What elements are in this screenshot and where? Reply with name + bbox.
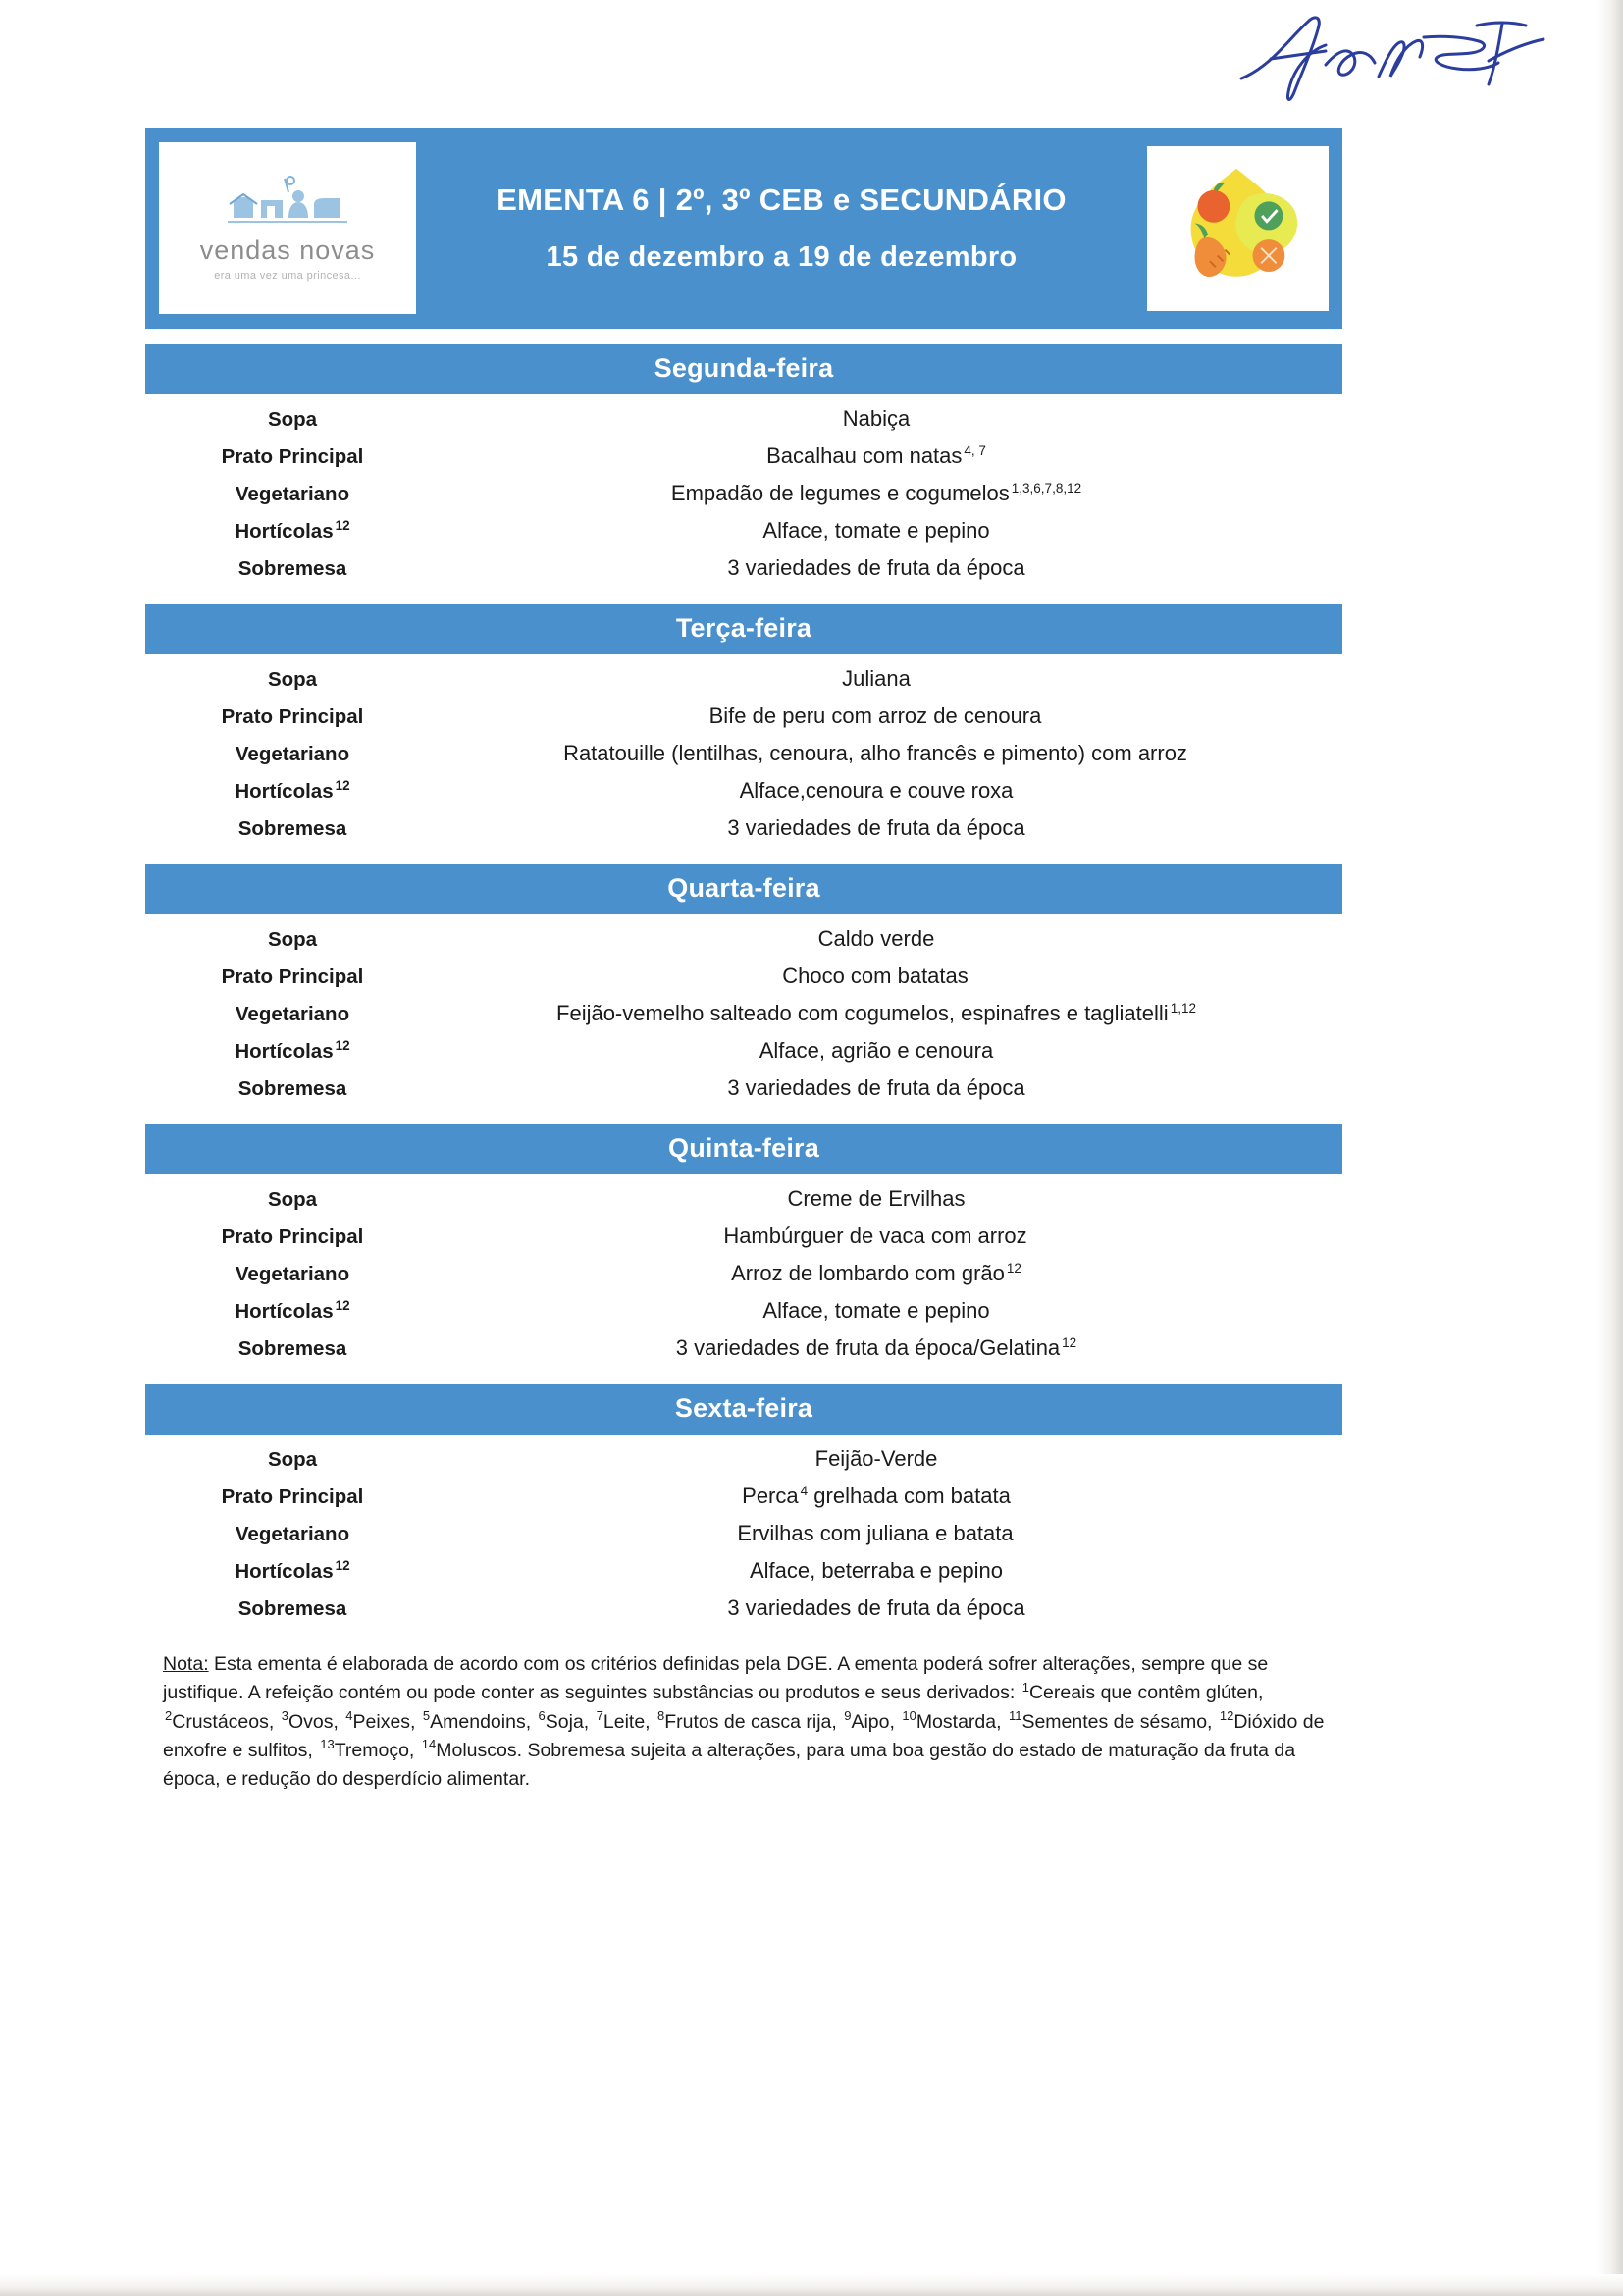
row-label-sopa: Sopa	[267, 668, 318, 691]
allergen-number: 2	[165, 1708, 173, 1723]
day-rows	[145, 1174, 1342, 1369]
row-value-horticolas: Alface, tomate e pepino	[762, 518, 990, 543]
menu-sheet	[145, 128, 1342, 1794]
allergen-name: Crustáceos,	[172, 1710, 280, 1733]
row-label-prato: Prato Principal	[221, 705, 364, 728]
allergen-number: 9	[844, 1708, 852, 1723]
row-label-vegetariano: Vegetariano	[235, 743, 350, 765]
row-label-vegetariano: Vegetariano	[235, 483, 350, 505]
row-label-vegetariano: Vegetariano	[235, 1523, 350, 1545]
table-row	[145, 772, 1342, 809]
day-rows	[145, 654, 1342, 849]
row-value-sobremesa: 3 variedades de fruta da época	[727, 815, 1025, 840]
row-value-prato: Bacalhau com natas $^{4, 7}$	[766, 443, 986, 468]
allergen-number: 7	[596, 1708, 603, 1723]
allergen-name: Cereais que contêm glúten,	[1028, 1682, 1264, 1704]
row-label-sobremesa: Sobremesa	[237, 557, 347, 580]
row-label-horticolas: Hortícolas $^{12}$	[235, 1298, 350, 1323]
table-row	[145, 995, 1342, 1032]
table-row	[145, 549, 1342, 587]
allergen-name: Frutos de casca rija,	[664, 1710, 843, 1733]
row-value-horticolas: Alface, beterraba e pepino	[749, 1558, 1004, 1583]
note-text-2: Sobremesa sujeita a alterações, para uma boa gestão do estado de maturação da fruta da época, e redução do desperdício alimentar.	[163, 1739, 1296, 1790]
table-row	[145, 660, 1342, 698]
page-edge-bottom	[0, 2274, 1623, 2296]
day-title: Quarta-feira	[145, 864, 1342, 914]
allergen-number: 4	[345, 1708, 353, 1723]
allergen-number: 14	[421, 1737, 437, 1752]
table-row	[145, 1552, 1342, 1590]
day-block	[145, 864, 1342, 1109]
row-label-sopa: Sopa	[267, 408, 318, 431]
row-label-sopa: Sopa	[267, 1188, 318, 1211]
row-label-sopa: Sopa	[267, 928, 318, 951]
allergen-name: Soja,	[545, 1710, 595, 1733]
day-title: Quinta-feira	[145, 1124, 1342, 1174]
allergen-name: Aipo,	[851, 1710, 901, 1733]
row-value-sopa: Caldo verde	[817, 926, 935, 951]
day-title: Segunda-feira	[145, 344, 1342, 394]
table-row	[145, 1218, 1342, 1255]
allergen-name: Amendoins,	[430, 1710, 537, 1733]
row-label-prato: Prato Principal	[221, 445, 364, 468]
day-block	[145, 1124, 1342, 1369]
allergen-number: 10	[902, 1708, 916, 1723]
table-row	[145, 1330, 1342, 1367]
table-row	[145, 735, 1342, 772]
allergen-name: Peixes,	[352, 1710, 421, 1733]
logo-name: vendas novas	[199, 235, 376, 265]
row-label-horticolas: Hortícolas $^{12}$	[235, 778, 350, 803]
allergen-number: 5	[422, 1708, 431, 1723]
note-text-1: Esta ementa é elaborada de acordo com os critérios definidas pela DGE. A ementa poderá sofrer alterações, sempre que se justifique. A refeição contém ou pode conter as seguintes substâncias ou produtos e seus derivados:	[163, 1653, 1269, 1704]
table-row	[145, 920, 1342, 958]
table-row	[145, 1070, 1342, 1107]
row-value-sopa: Juliana	[842, 666, 911, 691]
allergen-name: Leite,	[602, 1710, 656, 1733]
row-value-prato: Bife de peru com arroz de cenoura	[708, 704, 1042, 728]
allergen-note	[145, 1650, 1342, 1794]
allergen-name: Tremoço,	[334, 1739, 420, 1761]
table-row	[145, 1478, 1342, 1515]
menu-title-line1: EMENTA 6 | 2º, 3º CEB e SECUNDÁRIO	[497, 183, 1067, 217]
allergen-number: 12	[1219, 1708, 1234, 1723]
table-row	[145, 1292, 1342, 1330]
row-label-prato: Prato Principal	[221, 965, 364, 988]
day-block	[145, 1384, 1342, 1629]
table-row	[145, 1590, 1342, 1627]
row-value-vegetariano: Ratatouille (lentilhas, cenoura, alho francês e pimento) com arroz	[563, 741, 1187, 765]
logo-mark-icon	[224, 175, 351, 230]
table-row	[145, 1440, 1342, 1478]
row-value-horticolas: Alface, tomate e pepino	[762, 1298, 990, 1323]
allergen-name: Sementes de sésamo,	[1021, 1710, 1218, 1733]
table-row	[145, 809, 1342, 847]
allergen-number: 8	[657, 1708, 665, 1723]
row-value-prato: Perca $^4$ grelhada com batata	[742, 1483, 1011, 1508]
row-value-vegetariano: Arroz de lombardo com grão $^{12}$	[731, 1260, 1021, 1285]
row-label-horticolas: Hortícolas $^{12}$	[235, 1558, 350, 1583]
table-row	[145, 400, 1342, 438]
row-value-sopa: Creme de Ervilhas	[787, 1186, 966, 1211]
table-row	[145, 512, 1342, 549]
table-row	[145, 1255, 1342, 1292]
row-value-sobremesa: 3 variedades de fruta da época	[727, 555, 1025, 580]
handwritten-signature-icon	[1231, 8, 1555, 106]
logo-tagline: era uma vez uma princesa...	[214, 270, 361, 282]
row-label-sobremesa: Sobremesa	[237, 1597, 347, 1620]
day-rows	[145, 914, 1342, 1109]
row-label-vegetariano: Vegetariano	[235, 1263, 350, 1285]
page-edge-right	[1597, 0, 1623, 2296]
school-logo	[159, 142, 416, 314]
allergen-name: Ovos,	[288, 1710, 344, 1733]
row-label-prato: Prato Principal	[221, 1226, 364, 1248]
fruit-vegetables-icon	[1147, 146, 1329, 311]
row-value-vegetariano: Ervilhas com juliana e batata	[737, 1521, 1014, 1545]
row-label-horticolas: Hortícolas $^{12}$	[235, 518, 350, 543]
day-block	[145, 344, 1342, 589]
day-title: Terça-feira	[145, 604, 1342, 654]
menu-date-range: 15 de dezembro a 19 de dezembro	[546, 241, 1018, 273]
allergen-name: Moluscos.	[436, 1739, 528, 1761]
allergen-name: Dióxido de enxofre e sulfitos,	[163, 1710, 1325, 1761]
row-value-sobremesa: 3 variedades de fruta da época	[727, 1595, 1025, 1620]
row-value-prato: Choco com batatas	[782, 964, 969, 988]
table-row	[145, 475, 1342, 512]
menu-title	[416, 183, 1147, 274]
row-value-vegetariano: Empadão de legumes e cogumelos $^{1,3,6,7,8,12}$	[670, 480, 1082, 505]
row-value-prato: Hambúrguer de vaca com arroz	[723, 1224, 1027, 1248]
allergen-number: 3	[281, 1708, 288, 1723]
table-row	[145, 438, 1342, 475]
row-label-sobremesa: Sobremesa	[237, 1337, 347, 1360]
menu-header-banner	[145, 128, 1342, 329]
row-value-sopa: Feijão-Verde	[814, 1446, 938, 1471]
row-label-sobremesa: Sobremesa	[237, 1077, 347, 1100]
row-value-vegetariano: Feijão-vemelho salteado com cogumelos, espinafres e tagliatelli $^{1,12}$	[556, 1000, 1196, 1025]
allergen-number: 6	[538, 1708, 546, 1723]
row-value-sobremesa: 3 variedades de fruta da época	[727, 1075, 1025, 1100]
row-value-sobremesa: 3 variedades de fruta da época/Gelatina $^{12}$	[675, 1334, 1077, 1360]
row-value-horticolas: Alface,cenoura e couve roxa	[739, 778, 1014, 803]
row-value-horticolas: Alface, agrião e cenoura	[759, 1038, 994, 1063]
day-block	[145, 604, 1342, 849]
day-rows	[145, 1435, 1342, 1629]
table-row	[145, 958, 1342, 995]
table-row	[145, 698, 1342, 735]
allergen-number: 13	[320, 1737, 335, 1752]
row-value-sopa: Nabiça	[842, 406, 911, 431]
row-label-prato: Prato Principal	[221, 1486, 364, 1508]
day-rows	[145, 394, 1342, 589]
note-label: Nota:	[163, 1653, 209, 1675]
row-label-sopa: Sopa	[267, 1448, 318, 1471]
row-label-vegetariano: Vegetariano	[235, 1003, 350, 1025]
row-label-horticolas: Hortícolas $^{12}$	[235, 1038, 350, 1063]
table-row	[145, 1180, 1342, 1218]
day-title: Sexta-feira	[145, 1384, 1342, 1435]
table-row	[145, 1032, 1342, 1070]
row-label-sobremesa: Sobremesa	[237, 817, 347, 840]
table-row	[145, 1515, 1342, 1552]
allergen-name: Mostarda,	[916, 1710, 1007, 1733]
allergen-number: 1	[1021, 1679, 1029, 1695]
allergen-number: 11	[1008, 1708, 1022, 1723]
